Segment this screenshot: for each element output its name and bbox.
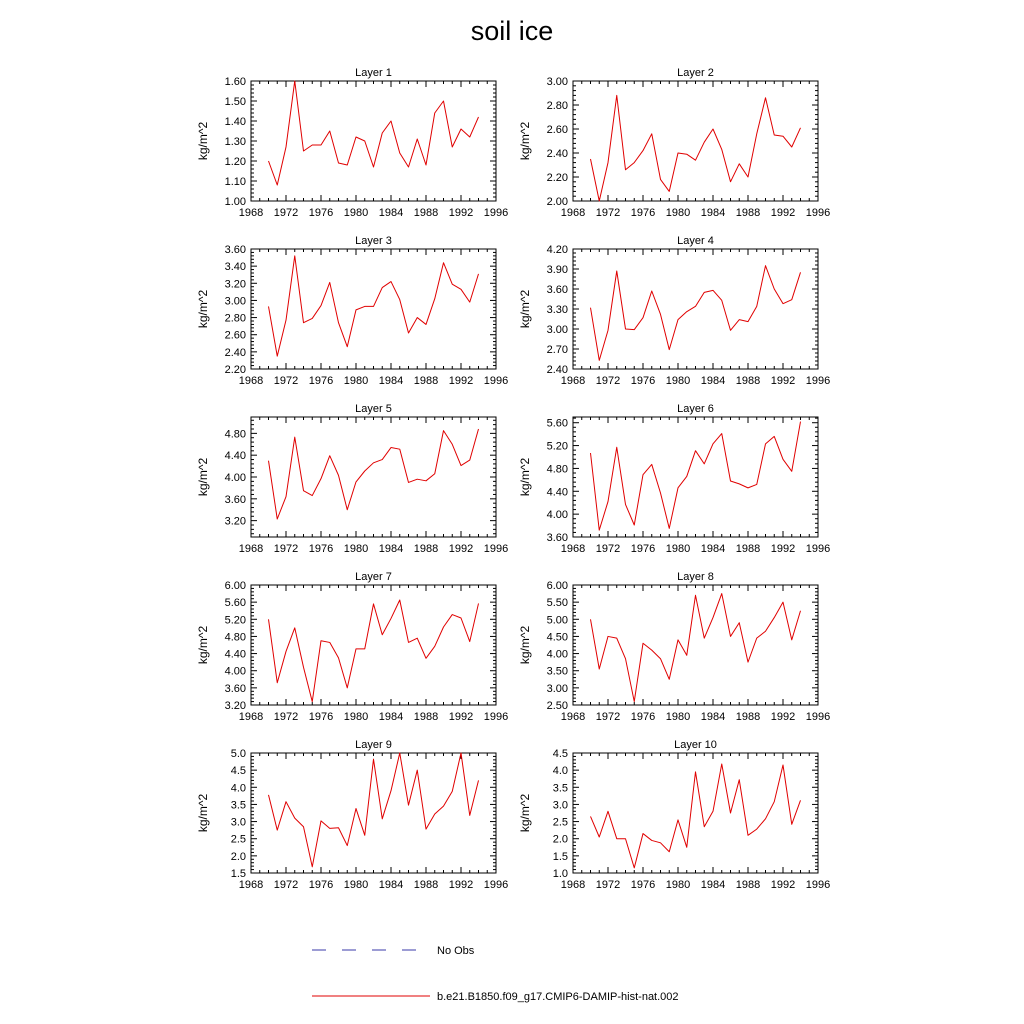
series-line (591, 764, 801, 868)
y-tick-label: 3.40 (224, 261, 246, 274)
x-tick-label: 1984 (700, 207, 726, 219)
y-tick-label: 3.90 (546, 264, 568, 276)
y-tick-label: 5.50 (546, 597, 568, 610)
y-tick-label: 4.20 (546, 244, 568, 256)
y-axis-label: kg/m^2 (518, 793, 532, 833)
y-tick-label: 4.5 (230, 765, 246, 778)
y-tick-label: 5.20 (546, 440, 568, 453)
y-tick-label: 3.5 (230, 799, 246, 812)
panel-title: Layer 3 (355, 235, 392, 247)
x-tick-label: 1980 (343, 375, 369, 387)
y-tick-label: 2.50 (546, 700, 568, 712)
series-line (269, 600, 479, 702)
x-tick-label: 1972 (273, 375, 299, 387)
y-tick-label: 2.00 (546, 196, 568, 208)
x-tick-label: 1992 (770, 711, 796, 723)
y-axis-label: kg/m^2 (196, 625, 210, 665)
x-tick-label: 1984 (378, 543, 404, 555)
y-tick-label: 1.5 (230, 868, 246, 880)
x-tick-label: 1996 (483, 543, 509, 555)
chart-panel-9 (196, 739, 508, 891)
x-tick-label: 1984 (700, 375, 726, 387)
chart-panel-6 (518, 403, 830, 555)
x-tick-label: 1984 (700, 711, 726, 723)
y-tick-label: 1.30 (224, 136, 246, 148)
x-tick-label: 1980 (343, 879, 369, 891)
y-tick-label: 2.20 (546, 172, 568, 184)
series-line (269, 256, 479, 356)
x-tick-label: 1992 (770, 879, 796, 891)
chart-panel-1 (196, 67, 508, 219)
x-tick-label: 1980 (665, 207, 691, 219)
series-line (269, 753, 479, 867)
x-tick-label: 1972 (595, 375, 621, 387)
y-tick-label: 2.0 (552, 833, 568, 846)
y-tick-label: 1.10 (224, 176, 246, 188)
x-tick-label: 1968 (560, 879, 586, 891)
y-tick-label: 4.50 (546, 631, 568, 644)
y-tick-label: 2.70 (546, 344, 568, 356)
plot-frame (573, 249, 818, 369)
x-tick-label: 1984 (700, 543, 726, 555)
y-tick-label: 1.5 (552, 850, 568, 863)
y-tick-label: 3.20 (224, 700, 246, 712)
chart-panel-2 (518, 67, 830, 219)
x-tick-label: 1996 (483, 375, 509, 387)
x-tick-label: 1972 (595, 711, 621, 723)
y-axis-label: kg/m^2 (518, 121, 532, 161)
y-tick-label: 2.5 (230, 833, 246, 846)
y-tick-label: 1.40 (224, 116, 246, 128)
y-axis-label: kg/m^2 (196, 793, 210, 833)
x-tick-label: 1976 (308, 375, 334, 387)
plot-frame (573, 417, 818, 537)
y-tick-label: 3.0 (552, 799, 568, 812)
x-tick-label: 1992 (448, 711, 474, 723)
y-tick-label: 3.60 (224, 493, 246, 506)
y-tick-label: 5.60 (546, 417, 568, 430)
x-tick-label: 1984 (700, 879, 726, 891)
y-tick-label: 4.0 (230, 782, 246, 795)
x-tick-label: 1976 (308, 711, 334, 723)
panel-title: Layer 4 (677, 235, 714, 247)
y-tick-label: 1.00 (224, 196, 246, 208)
x-tick-label: 1988 (735, 711, 761, 723)
x-tick-label: 1996 (805, 543, 831, 555)
y-tick-label: 3.30 (546, 304, 568, 316)
x-tick-label: 1984 (378, 207, 404, 219)
x-tick-label: 1988 (413, 879, 439, 891)
x-tick-label: 1980 (665, 543, 691, 555)
x-tick-label: 1988 (735, 543, 761, 555)
x-tick-label: 1968 (560, 207, 586, 219)
y-tick-label: 3.60 (224, 244, 246, 256)
x-tick-label: 1996 (483, 711, 509, 723)
y-tick-label: 2.40 (224, 346, 246, 359)
y-tick-label: 1.20 (224, 156, 246, 168)
y-axis-label: kg/m^2 (518, 457, 532, 497)
y-tick-label: 3.50 (546, 665, 568, 678)
plot-frame (251, 81, 496, 201)
x-tick-label: 1968 (560, 543, 586, 555)
x-tick-label: 1968 (560, 375, 586, 387)
x-tick-label: 1980 (343, 543, 369, 555)
y-tick-label: 1.50 (224, 96, 246, 108)
panel-title: Layer 8 (677, 571, 714, 583)
x-tick-label: 1988 (413, 375, 439, 387)
x-tick-label: 1972 (595, 207, 621, 219)
y-tick-label: 2.60 (224, 329, 246, 342)
y-tick-label: 3.20 (224, 515, 246, 528)
y-tick-label: 2.40 (546, 148, 568, 160)
y-axis-label: kg/m^2 (196, 289, 210, 329)
panel-title: Layer 1 (355, 67, 392, 79)
y-tick-label: 1.0 (552, 868, 568, 880)
x-tick-label: 1976 (308, 879, 334, 891)
panel-title: Layer 7 (355, 571, 392, 583)
x-tick-label: 1976 (630, 711, 656, 723)
x-tick-label: 1988 (413, 711, 439, 723)
x-tick-label: 1976 (630, 207, 656, 219)
legend-label-no-obs: No Obs (437, 945, 475, 957)
chart-panel-4 (518, 235, 830, 387)
legend-label-model: b.e21.B1850.f09_g17.CMIP6-DAMIP-hist-nat.002 (437, 991, 679, 1003)
y-tick-label: 4.00 (224, 472, 246, 484)
x-tick-label: 1988 (735, 879, 761, 891)
y-tick-label: 1.60 (224, 76, 246, 88)
y-tick-label: 4.40 (224, 450, 246, 463)
y-axis-label: kg/m^2 (196, 121, 210, 161)
series-line (591, 594, 801, 702)
panel-title: Layer 5 (355, 403, 392, 415)
y-tick-label: 5.20 (224, 614, 246, 627)
x-tick-label: 1968 (238, 711, 264, 723)
y-tick-label: 2.80 (224, 312, 246, 325)
y-tick-label: 4.80 (224, 631, 246, 644)
series-line (591, 95, 801, 201)
x-tick-label: 1972 (273, 207, 299, 219)
plot-frame (251, 753, 496, 873)
y-tick-label: 3.00 (546, 76, 568, 88)
y-tick-label: 3.00 (224, 295, 246, 308)
y-axis-label: kg/m^2 (518, 289, 532, 329)
y-tick-label: 4.80 (224, 428, 246, 441)
plot-frame (573, 585, 818, 705)
y-tick-label: 4.0 (552, 765, 568, 778)
legend (312, 945, 679, 1003)
y-tick-label: 6.00 (546, 580, 568, 592)
figure-title: soil ice (470, 16, 554, 46)
y-tick-label: 4.40 (224, 648, 246, 661)
series-line (591, 266, 801, 361)
x-tick-label: 1996 (805, 711, 831, 723)
x-tick-label: 1968 (238, 207, 264, 219)
y-tick-label: 3.60 (546, 284, 568, 296)
x-tick-label: 1976 (308, 207, 334, 219)
y-tick-label: 3.00 (546, 682, 568, 695)
y-tick-label: 3.0 (230, 816, 246, 829)
x-tick-label: 1976 (630, 879, 656, 891)
x-tick-label: 1992 (448, 207, 474, 219)
y-tick-label: 2.80 (546, 100, 568, 112)
x-tick-label: 1992 (448, 879, 474, 891)
x-tick-label: 1996 (805, 207, 831, 219)
y-tick-label: 3.20 (224, 278, 246, 291)
chart-panel-5 (196, 403, 508, 555)
x-tick-label: 1992 (770, 375, 796, 387)
y-tick-label: 2.60 (546, 124, 568, 136)
series-line (269, 81, 479, 185)
y-tick-label: 3.5 (552, 782, 568, 795)
chart-panel-3 (196, 235, 508, 387)
x-tick-label: 1984 (378, 375, 404, 387)
y-tick-label: 5.00 (546, 614, 568, 627)
x-tick-label: 1980 (665, 879, 691, 891)
x-tick-label: 1988 (735, 207, 761, 219)
y-tick-label: 4.00 (546, 509, 568, 522)
panel-title: Layer 6 (677, 403, 714, 415)
panel-title: Layer 10 (674, 739, 717, 751)
x-tick-label: 1972 (595, 879, 621, 891)
x-tick-label: 1968 (238, 879, 264, 891)
y-tick-label: 3.60 (224, 682, 246, 695)
x-tick-label: 1980 (343, 711, 369, 723)
panel-title: Layer 9 (355, 739, 392, 751)
plot-frame (251, 417, 496, 537)
x-tick-label: 1996 (805, 879, 831, 891)
y-tick-label: 2.5 (552, 816, 568, 829)
chart-panel-8 (518, 571, 830, 723)
x-tick-label: 1988 (735, 375, 761, 387)
x-tick-label: 1968 (238, 375, 264, 387)
y-tick-label: 4.5 (552, 748, 568, 760)
x-tick-label: 1976 (308, 543, 334, 555)
x-tick-label: 1972 (273, 879, 299, 891)
x-tick-label: 1980 (343, 207, 369, 219)
series-line (269, 429, 479, 519)
y-tick-label: 3.00 (546, 324, 568, 336)
x-tick-label: 1980 (665, 711, 691, 723)
y-tick-label: 4.00 (224, 665, 246, 678)
y-axis-label: kg/m^2 (196, 457, 210, 497)
x-tick-label: 1972 (273, 543, 299, 555)
x-tick-label: 1988 (413, 207, 439, 219)
x-tick-label: 1984 (378, 711, 404, 723)
y-tick-label: 6.00 (224, 580, 246, 592)
chart-panel-10 (518, 739, 830, 891)
x-tick-label: 1984 (378, 879, 404, 891)
x-tick-label: 1980 (665, 375, 691, 387)
y-tick-label: 2.0 (230, 850, 246, 863)
panel-title: Layer 2 (677, 67, 714, 79)
y-tick-label: 3.60 (546, 532, 568, 544)
y-tick-label: 4.40 (546, 486, 568, 499)
x-tick-label: 1992 (770, 207, 796, 219)
x-tick-label: 1968 (560, 711, 586, 723)
x-tick-label: 1992 (770, 543, 796, 555)
plot-frame (573, 81, 818, 201)
y-tick-label: 5.0 (230, 748, 246, 760)
x-tick-label: 1988 (413, 543, 439, 555)
x-tick-label: 1992 (448, 543, 474, 555)
x-tick-label: 1972 (273, 711, 299, 723)
x-tick-label: 1996 (483, 879, 509, 891)
y-tick-label: 4.00 (546, 648, 568, 661)
plot-frame (251, 585, 496, 705)
x-tick-label: 1996 (483, 207, 509, 219)
series-line (591, 422, 801, 531)
y-tick-label: 4.80 (546, 463, 568, 476)
x-tick-label: 1972 (595, 543, 621, 555)
y-tick-label: 2.20 (224, 364, 246, 376)
chart-panel-7 (196, 571, 508, 723)
x-tick-label: 1992 (448, 375, 474, 387)
x-tick-label: 1996 (805, 375, 831, 387)
x-tick-label: 1968 (238, 543, 264, 555)
y-tick-label: 2.40 (546, 364, 568, 376)
y-tick-label: 5.60 (224, 597, 246, 610)
x-tick-label: 1976 (630, 543, 656, 555)
y-axis-label: kg/m^2 (518, 625, 532, 665)
x-tick-label: 1976 (630, 375, 656, 387)
